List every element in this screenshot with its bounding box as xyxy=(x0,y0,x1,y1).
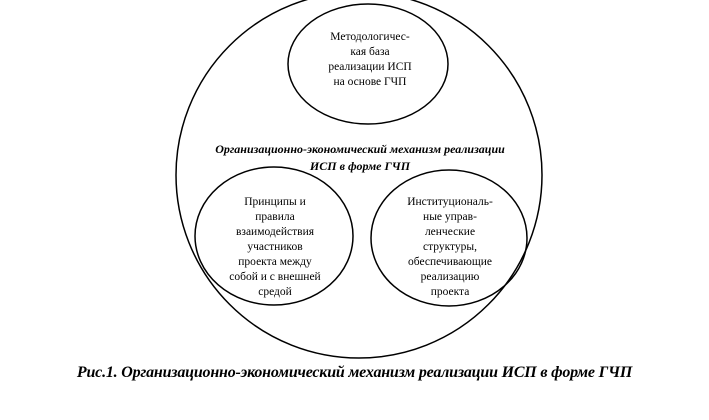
institutional-structures-line: ленческие xyxy=(424,226,476,238)
principles-rules-line: собой и с внешней xyxy=(229,271,321,283)
methodological-base-line: кая база xyxy=(350,46,390,58)
institutional-structures-line: Институциональ- xyxy=(407,196,493,208)
principles-rules-line: правила xyxy=(255,211,295,223)
methodological-base-text xyxy=(300,30,440,90)
institutional-structures-line: ные управ- xyxy=(423,211,477,223)
principles-rules-line: Принципы и xyxy=(244,196,306,208)
methodological-base-line: реализации ИСП xyxy=(328,61,412,73)
principles-rules-line: проекта между xyxy=(238,256,312,268)
principles-rules-line: взаимодействия xyxy=(235,226,315,238)
principles-rules-line: участников xyxy=(247,241,303,253)
institutional-structures-line: обеспечивающие xyxy=(408,256,492,268)
principles-rules-text xyxy=(195,195,355,300)
figure-caption: Рис.1. Организационно-экономический механизм реализации ИСП в форме ГЧП xyxy=(76,364,633,381)
principles-rules-line: средой xyxy=(258,286,292,298)
institutional-structures-line: структуры, xyxy=(422,241,478,253)
institutional-structures-line: реализацию xyxy=(420,271,480,283)
mechanism-title xyxy=(170,141,550,175)
mechanism-title-line: Организационно-экономический механизм реализации xyxy=(215,142,505,156)
methodological-base-line: Методологичес- xyxy=(330,31,410,43)
institutional-structures-line: проекта xyxy=(430,286,470,298)
methodological-base-line: на основе ГЧП xyxy=(333,76,407,88)
institutional-structures-text xyxy=(375,195,525,300)
mechanism-title-line: ИСП в форме ГЧП xyxy=(309,159,411,173)
